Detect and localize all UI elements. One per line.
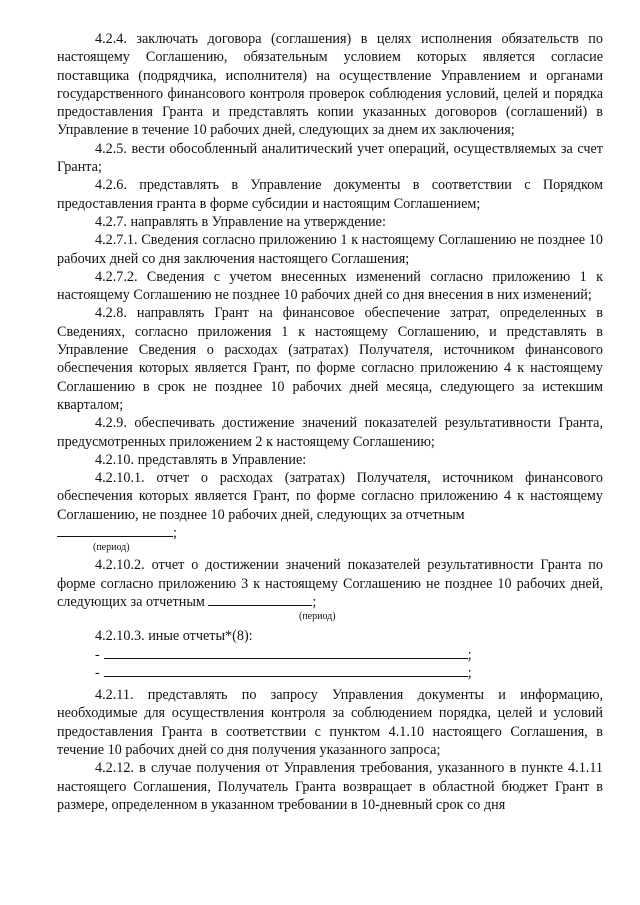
- document-page: [57, 30, 603, 814]
- dash: -: [95, 646, 100, 663]
- paragraph-4-2-4: 4.2.4. заключать договора (соглашения) в целях исполнения обязательств по настоящему Соглашению, обязательным условием которых является согласие поставщика (подрядчика, исполнителя) на осуществление Управлением и органами государственного финансового контроля проверок соблюдения условий, целей и порядка предоставления Гранта и представлять копии указанных договоров (соглашений) в Управление в течение 10 рабочих дней, следующих за днем их заключения;: [57, 31, 603, 139]
- semicolon: ;: [312, 593, 317, 610]
- paragraph-4-2-11: 4.2.11. представлять по запросу Управления документы и информацию, необходимые для осуществления контроля за соблюдением порядка, целей и условий предоставления Гранта в соответствии с пунктом 4.1.10 настоящего Соглашения, в течение 10 рабочих дней со дня получения указанного запроса;: [57, 687, 603, 758]
- paragraph-4-2-7-2: 4.2.7.2. Сведения с учетом внесенных изменений согласно приложению 1 к настоящему Соглашению не позднее 10 рабочих дней со дня внесения в них изменений;: [57, 268, 603, 304]
- semicolon: ;: [173, 525, 177, 542]
- semicolon: ;: [467, 664, 472, 681]
- paragraph-4-2-7: 4.2.7. направлять в Управление на утверждение:: [95, 213, 386, 230]
- period-blank: [57, 524, 173, 537]
- paragraph-4-2-10-2: 4.2.10.2. отчет о достижении значений показателей результативности Гранта по форме согласно приложению 3 к настоящему Соглашению не позднее 10 рабочих дней, следующих за отчетным: [57, 557, 603, 610]
- other-report-line-2: [57, 664, 603, 682]
- paragraph-4-2-10-1: 4.2.10.1. отчет о расходах (затратах) Получателя, источником финансового обеспечения которых является Грант, по форме согласно приложению 4 к настоящему Соглашению, не позднее 10 рабочих дней, следующих за отчетным: [57, 470, 603, 523]
- period-caption: (период): [93, 542, 130, 554]
- paragraph-4-2-5: 4.2.5. вести обособленный аналитический учет операций, осуществляемых за счет Гранта;: [57, 140, 603, 176]
- period-line-1: [57, 524, 603, 542]
- paragraph-4-2-10-2-start: [57, 556, 603, 611]
- period-blank: [208, 593, 312, 606]
- period-caption: (период): [299, 611, 336, 623]
- paragraph-4-2-10-3: 4.2.10.3. иные отчеты*(8):: [95, 628, 253, 645]
- fill-line: [104, 664, 468, 677]
- other-report-line-1: [57, 646, 603, 664]
- paragraph-4-2-7-1: 4.2.7.1. Сведения согласно приложению 1 к настоящему Соглашению не позднее 10 рабочих дней со дня заключения настоящего Соглашения;: [57, 232, 603, 267]
- paragraph-4-2-9: 4.2.9. обеспечивать достижение значений показателей результативности Гранта, предусмотренных приложением 2 к настоящему Соглашению;: [57, 415, 603, 450]
- paragraph-4-2-10: 4.2.10. представлять в Управление:: [95, 451, 307, 468]
- dash: -: [95, 664, 100, 681]
- paragraph-4-2-8: 4.2.8. направлять Грант на финансовое обеспечение затрат, определенных в Сведениях, согласно приложения 1 к настоящему Соглашению, и представлять в Управление Сведения о расходах (затратах) Получателя, источником финансового обеспечения которых является Грант, по форме согласно приложению 4 к настоящему Соглашению в срок не позднее 10 рабочих дней месяца, следующего за истекшим кварталом;: [57, 305, 603, 413]
- paragraph-4-2-6: 4.2.6. представлять в Управление документы в соответствии с Порядком предоставления гранта в форме субсидии и настоящим Соглашением;: [57, 177, 603, 212]
- paragraph-4-2-12: 4.2.12. в случае получения от Управления требования, указанного в пункте 4.1.11 настоящего Соглашения, Получатель Гранта возвращает в областной бюджет Грант в размере, определенном в указанном требовании в 10-дневный срок со дня: [57, 760, 603, 813]
- semicolon: ;: [467, 646, 472, 663]
- fill-line: [104, 646, 468, 659]
